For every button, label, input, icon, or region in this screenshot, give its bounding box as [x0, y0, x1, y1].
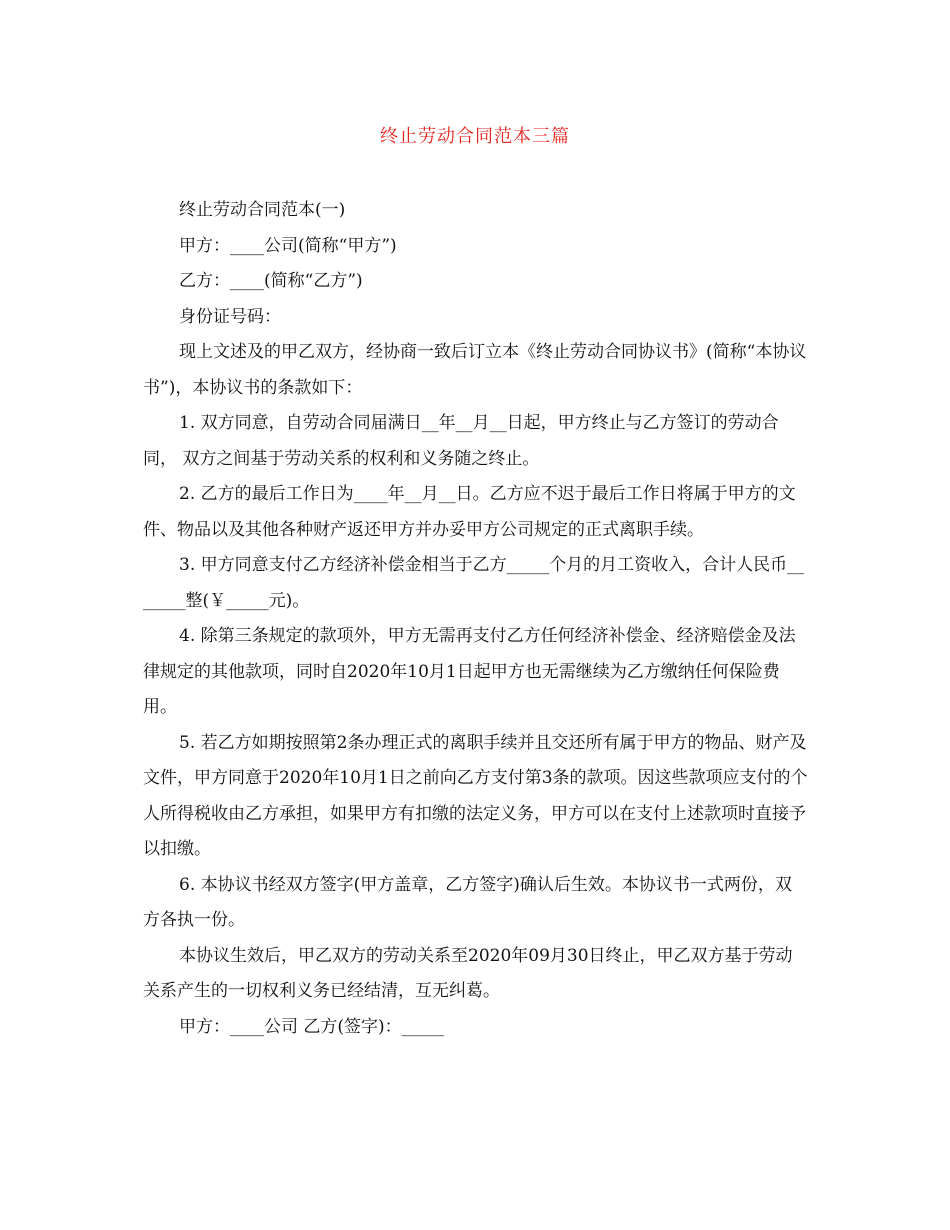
party-a-line: 甲方：____公司(简称“甲方”)	[179, 235, 397, 256]
clause-5: 5. 若乙方如期按照第2条办理正式的离职手续并且交还所有属于甲方的物品、财产及文件，甲方同意于2020年10月1日之前向乙方支付第3条的款项。因这些款项应支付的个人所得税收由乙方承担，如果甲方有扣缴的法定义务，甲方可以在支付上述款项时直接予以扣缴。	[143, 732, 808, 859]
clause-6: 6. 本协议书经双方签字(甲方盖章，乙方签字)确认后生效。本协议书一式两份，双方各执一份。	[143, 874, 792, 930]
document-title: 终止劳动合同范本三篇	[380, 126, 570, 147]
clause-2: 2. 乙方的最后工作日为____年__月__日。乙方应不迟于最后工作日将属于甲方的文件、物品以及其他各种财产返还甲方并办妥甲方公司规定的正式离职手续。	[143, 484, 796, 540]
document-body	[143, 193, 808, 1045]
party-b-line: 乙方：____(简称“乙方”)	[179, 271, 363, 291]
clause-4: 4. 除第三条规定的款项外，甲方无需再支付乙方任何经济补偿金、经济赔偿金及法律规定的其他款项，同时自2020年10月1日起甲方也无需继续为乙方缴纳任何保险费用。	[143, 626, 796, 717]
section-heading: 终止劳动合同范本(一)	[179, 200, 346, 220]
preamble-paragraph: 现上文述及的甲乙双方，经协商一致后订立本《终止劳动合同协议书》(简称“本协议书”)，本协议书的条款如下：	[143, 342, 807, 398]
clause-1: 1. 双方同意，自劳动合同届满日__年__月__日起，甲方终止与乙方签订的劳动合同， 双方之间基于劳动关系的权利和义务随之终止。	[143, 413, 779, 469]
clause-3: 3. 甲方同意支付乙方经济补偿金相当于乙方_____个月的月工资收入，合计人民币_______整(￥_____元)。	[143, 555, 805, 611]
id-number-line: 身份证号码：	[179, 306, 281, 327]
closing-paragraph: 本协议生效后，甲乙双方的劳动关系至2020年09月30日终止，甲乙双方基于劳动关系产生的一切权利义务已经结清，互无纠葛。	[143, 945, 793, 1001]
signature-line: 甲方：____公司 乙方(签字)：_____	[179, 1016, 445, 1037]
